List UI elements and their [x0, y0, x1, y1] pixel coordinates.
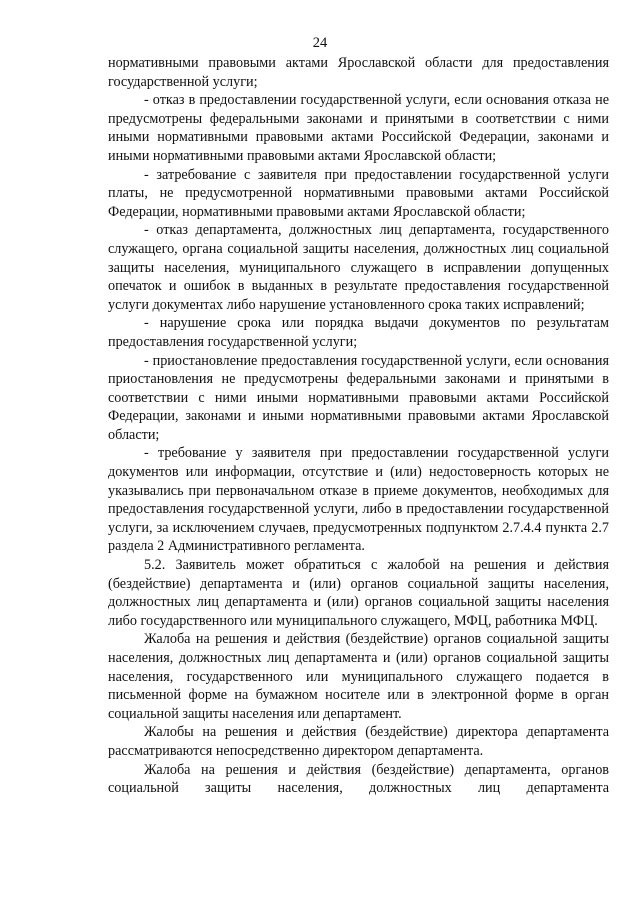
- paragraph-2: - отказ в предоставлении государственной услуги, если основания отказа не предусмотрены федеральными законами и принятыми в соответствии с ними иными нормативными правовыми актами Российской Федерации, законами и иными нормативными правовыми актами Ярославской области;: [108, 92, 609, 164]
- paragraph-3: - затребование с заявителя при предоставлении государственной услуги платы, не предусмотренной нормативными правовыми актами Российской Федерации, нормативными правовыми актами Ярославской области;: [108, 166, 609, 220]
- paragraph-10: Жалобы на решения и действия (бездействие) директора департамента рассматриваются непосредственно директором департамента.: [108, 724, 609, 759]
- paragraph-5: - нарушение срока или порядка выдачи документов по результатам предоставления государственной услуги;: [108, 315, 609, 350]
- paragraph-7: - требование у заявителя при предоставлении государственной услуги документов или информации, отсутствие и (или) недостоверность которых не указывались при первоначальном отказе в приеме документов, необходимых для предоставления государственной услуги, либо в предоставлении государственной услуги, за исключением случаев, предусмотренных подпунктом 2.7.4.4 пункта 2.7 раздела 2 Административного регламента.: [108, 445, 609, 555]
- paragraph-8: 5.2. Заявитель может обратиться с жалобой на решения и действия (бездействие) департамента и (или) органов социальной защиты населения, должностных лиц департамента и (или) органов социальной защиты населения либо государственного или муниципального служащего, МФЦ, работника МФЦ.: [108, 557, 609, 629]
- paragraph-9: Жалоба на решения и действия (бездействие) органов социальной защиты населения, должностных лиц департамента и (или) органов социальной защиты населения, государственного или муниципального служащего подается в письменной форме на бумажном носителе или в электронной форме в орган социальной защиты населения или департамент.: [108, 631, 609, 722]
- paragraph-1: нормативными правовыми актами Ярославской области для предоставления государственной услуги;: [108, 55, 609, 90]
- paragraph-4: - отказ департамента, должностных лиц департамента, государственного служащего, органа социальной защиты населения, должностных лиц социальной защиты населения, муниципального служащего в исправлении допущенных опечаток и ошибок в выданных в результате предоставления государственной услуги документах либо нарушение установленного срока таких исправлений;: [108, 222, 609, 313]
- page-number: 24: [312, 35, 328, 51]
- body-text: [108, 54, 609, 798]
- paragraph-6: - приостановление предоставления государственной услуги, если основания приостановления не предусмотрены федеральными законами и принятыми в соответствии с ними иными нормативными правовыми актами Российской Федерации, законами и иными нормативными правовыми актами Ярославской области;: [108, 352, 609, 443]
- paragraph-11: Жалоба на решения и действия (бездействие) департамента, органов социальной защиты населения, должностных лиц департамента: [108, 761, 609, 797]
